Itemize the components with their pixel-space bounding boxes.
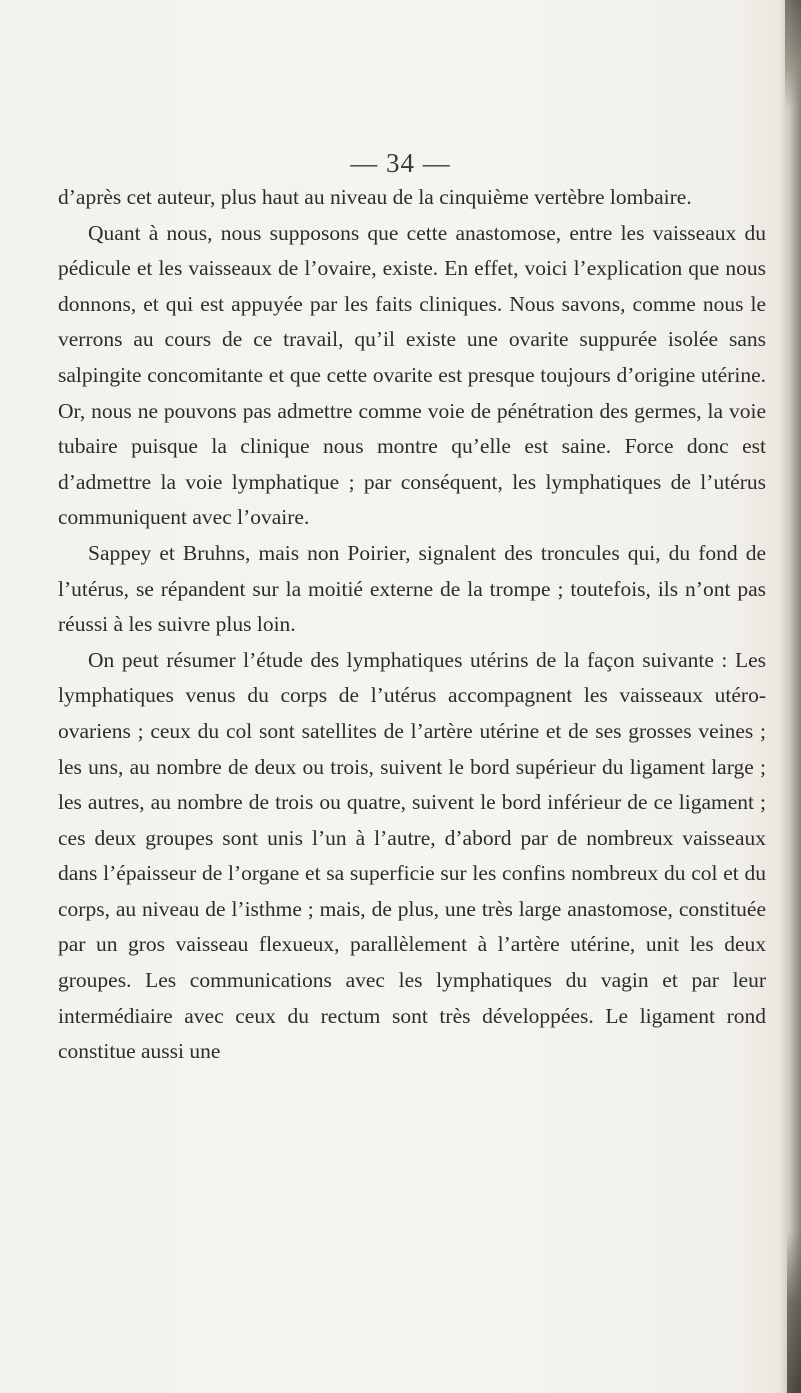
- page-edge-mark-bottom: [787, 1230, 801, 1393]
- page-number: — 34 —: [350, 148, 451, 178]
- body-text: [58, 180, 766, 1070]
- paragraph-1: d’après cet auteur, plus haut au niveau de la cinquième vertèbre lombaire.: [58, 185, 692, 209]
- paragraph-3: Sappey et Bruhns, mais non Poirier, signalent des troncules qui, du fond de l’utérus, se répandent sur la moitié externe de la trompe ; toutefois, ils n’ont pas réussi à les suivre plus loin.: [58, 540, 766, 637]
- paragraph-4: On peut résumer l’étude des lymphatiques utérins de la façon suivante : Les lymphatiques venus du corps de l’utérus accompagnent les vaisseaux utéro-ovariens ; ceux du col sont satellites de l’artère utérine et de ses grosses veines ; les uns, au nombre de deux ou trois, suivent le bord supérieur du ligament large ; les autres, au nombre de trois ou quatre, suivent le bord inférieur de ce ligament ; ces deux groupes sont unis l’un à l’autre, d’abord par de nombreux vaisseaux dans l’épaisseur de l’organe et sa superficie sur les confins nombreux du col et du corps, au niveau de l’isthme ; mais, de plus, une très large anastomose, constituée par un gros vaisseau flexueux, parallèlement à l’artère utérine, unit les deux groupes. Les communications avec les lymphatiques du vagin et par leur intermédiaire avec ceux du rectum sont très développées. Le ligament rond constitue aussi une: [58, 647, 766, 1064]
- paragraph-2: Quant à nous, nous supposons que cette anastomose, entre les vaisseaux du pédicule et les vaisseaux de l’ovaire, existe. En effet, voici l’explication que nous donnons, et qui est appuyée par les faits cliniques. Nous savons, comme nous le verrons au cours de ce travail, qu’il existe une ovarite suppurée isolée sans salpingite concomitante et que cette ovarite est presque toujours d’origine utérine. Or, nous ne pouvons pas admettre comme voie de pénétration des germes, la voie tubaire puisque la clinique nous montre qu’elle est saine. Force donc est d’admettre la voie lymphatique ; par conséquent, les lymphatiques de l’utérus communiquent avec l’ovaire.: [58, 220, 766, 530]
- page-edge-shadow: [779, 0, 801, 1393]
- page-edge-mark-top: [785, 0, 801, 110]
